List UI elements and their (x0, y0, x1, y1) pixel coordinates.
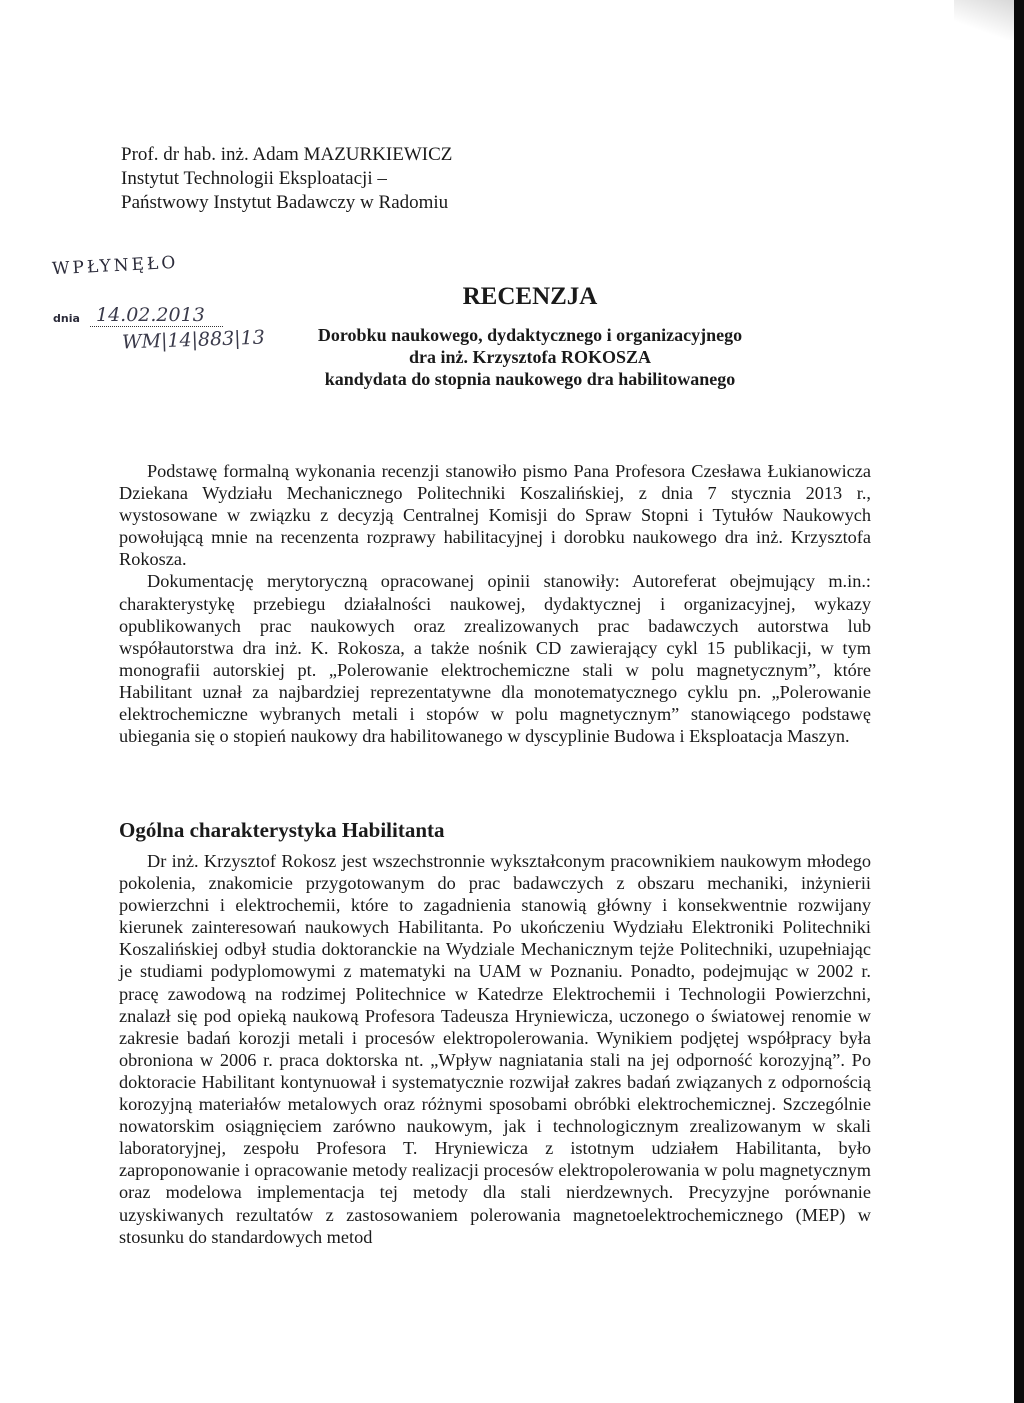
author-institute-cont: Państwowy Instytut Badawczy w Radomiu (121, 192, 449, 213)
title-block (260, 282, 800, 390)
author-name: Prof. dr hab. inż. Adam MAZURKIEWICZ (121, 144, 453, 165)
intro-paragraph-1: Podstawę formalną wykonania recenzji stanowiło pismo Pana Profesora Czesława Łukianowicza Dziekana Wydziału Mechanicznego Politechniki Koszalińskiej, z dnia 7 stycznia 2013 r., wystosowane w związku z decyzją Centralnej Komisji do Spraw Stopni i Tytułów Naukowych powołującą mnie na recenzenta rozprawy habilitacyjnej i dorobku naukowego dra inż. Krzysztofa Rokosza. (119, 461, 871, 570)
received-stamp (51, 252, 266, 366)
intro-section (119, 460, 871, 747)
scan-border (1014, 0, 1024, 1403)
intro-paragraph-2: Dokumentację merytoryczną opracowanej opinii stanowiły: Autoreferat obejmujący m.in.: charakterystykę przebiegu działalności naukowej, dydaktycznej i organizacyjnej, wykazy opublikowanych prac naukowych oraz zrealizowanych prac badawczych autorstwa lub współautorstwa dra inż. K. Rokosza, a także nośnik CD zawierający cykl 15 publikacji, w tym monografii autorskiej pt. „Polerowanie elektrochemiczne stali w polu magnetycznym”, które Habilitant uznał za najbardziej reprezentatywne dla monotematycznego cyklu pn. „Polerowanie elektrochemiczne wybranych metali i stopów w polu magnetycznym” stanowiącego podstawę ubiegania się o stopień naukowy dra habilitowanego w dyscyplinie Budowa i Eksploatacja Maszyn. (119, 571, 871, 747)
candidate-paragraph: Dr inż. Krzysztof Rokosz jest wszechstronnie wykształconym pracownikiem naukowym młodego pokolenia, znakomicie przygotowanym do prac badawczych z obszaru mechaniki, inżynierii powierzchni i elektrochemii, które to zagadnienia stanowią główny i konsekwentnie rozwijany kierunek zainteresowań naukowych Habilitanta. Po ukończeniu Wydziału Elektroniki Politechniki Koszalińskiej odbył studia doktoranckie na Wydziale Mechanicznym tejże Politechniki, uzupełniając je studiami podyplomowymi z matematyki na UAM w Poznaniu. Ponadto, podejmując w 2002 r. pracę zawodową na rodzimej Politechnice w Katedrze Elektrochemii i Technologii Powierzchni, znalazł się pod opieką naukową Profesora Tadeusza Hryniewicza, uczonego o światowej renomie w zakresie badań korozji metali i procesów elektropolerowania. Wynikiem podjętej współpracy była obroniona w 2006 r. praca doktorska nt. „Wpływ nagniatania stali na jej odporność korozyjną”. Po doktoracie Habilitant kontynuował i systematycznie rozwijał zakres badań związanych z odpornością korozyjną materiałów metalowych oraz różnymi sposobami obróbki elektrochemicznej. Szczególnie nowatorskim osiągnięciem zarówno naukowym, jak i technologicznym zrealizowanym w skali laboratoryjnej, zespołu Profesora T. Hryniewicza z istotnym udziałem Habilitanta, było zaproponowanie i opracowanie metody realizacji procesów elektropolerowania w polu magnetycznym oraz modelowa implementacja tej metody dla stali nierdzewnych. Precyzyjne porównanie uzyskiwanych rezultatów z zastosowaniem polerowania magnetoelektrochemicznego (MEP) w stosunku do standardowych metod (119, 851, 871, 1247)
subtitle-line-3: kandydata do stopnia naukowego dra habilitowanego (324, 369, 736, 389)
stamp-title: WPŁYNĘŁO (51, 252, 179, 280)
document-title: RECENZJA (462, 283, 598, 310)
stamp-reference-number: WM|14|883|13 (121, 326, 266, 354)
author-institute: Instytut Technologii Eksploatacji – (121, 168, 387, 189)
stamp-date-label: dnia (53, 312, 80, 325)
candidate-section (119, 850, 871, 1248)
author-block (121, 143, 452, 215)
subtitle-line-2: dra inż. Krzysztofa ROKOSZA (409, 347, 651, 367)
subtitle-line-1: Dorobku naukowego, dydaktycznego i organizacyjnego (317, 325, 743, 345)
section-heading: Ogólna charakterystyka Habilitanta (119, 818, 445, 842)
stamp-date: 14.02.2013 (90, 304, 223, 327)
scan-shadow (954, 0, 1014, 40)
